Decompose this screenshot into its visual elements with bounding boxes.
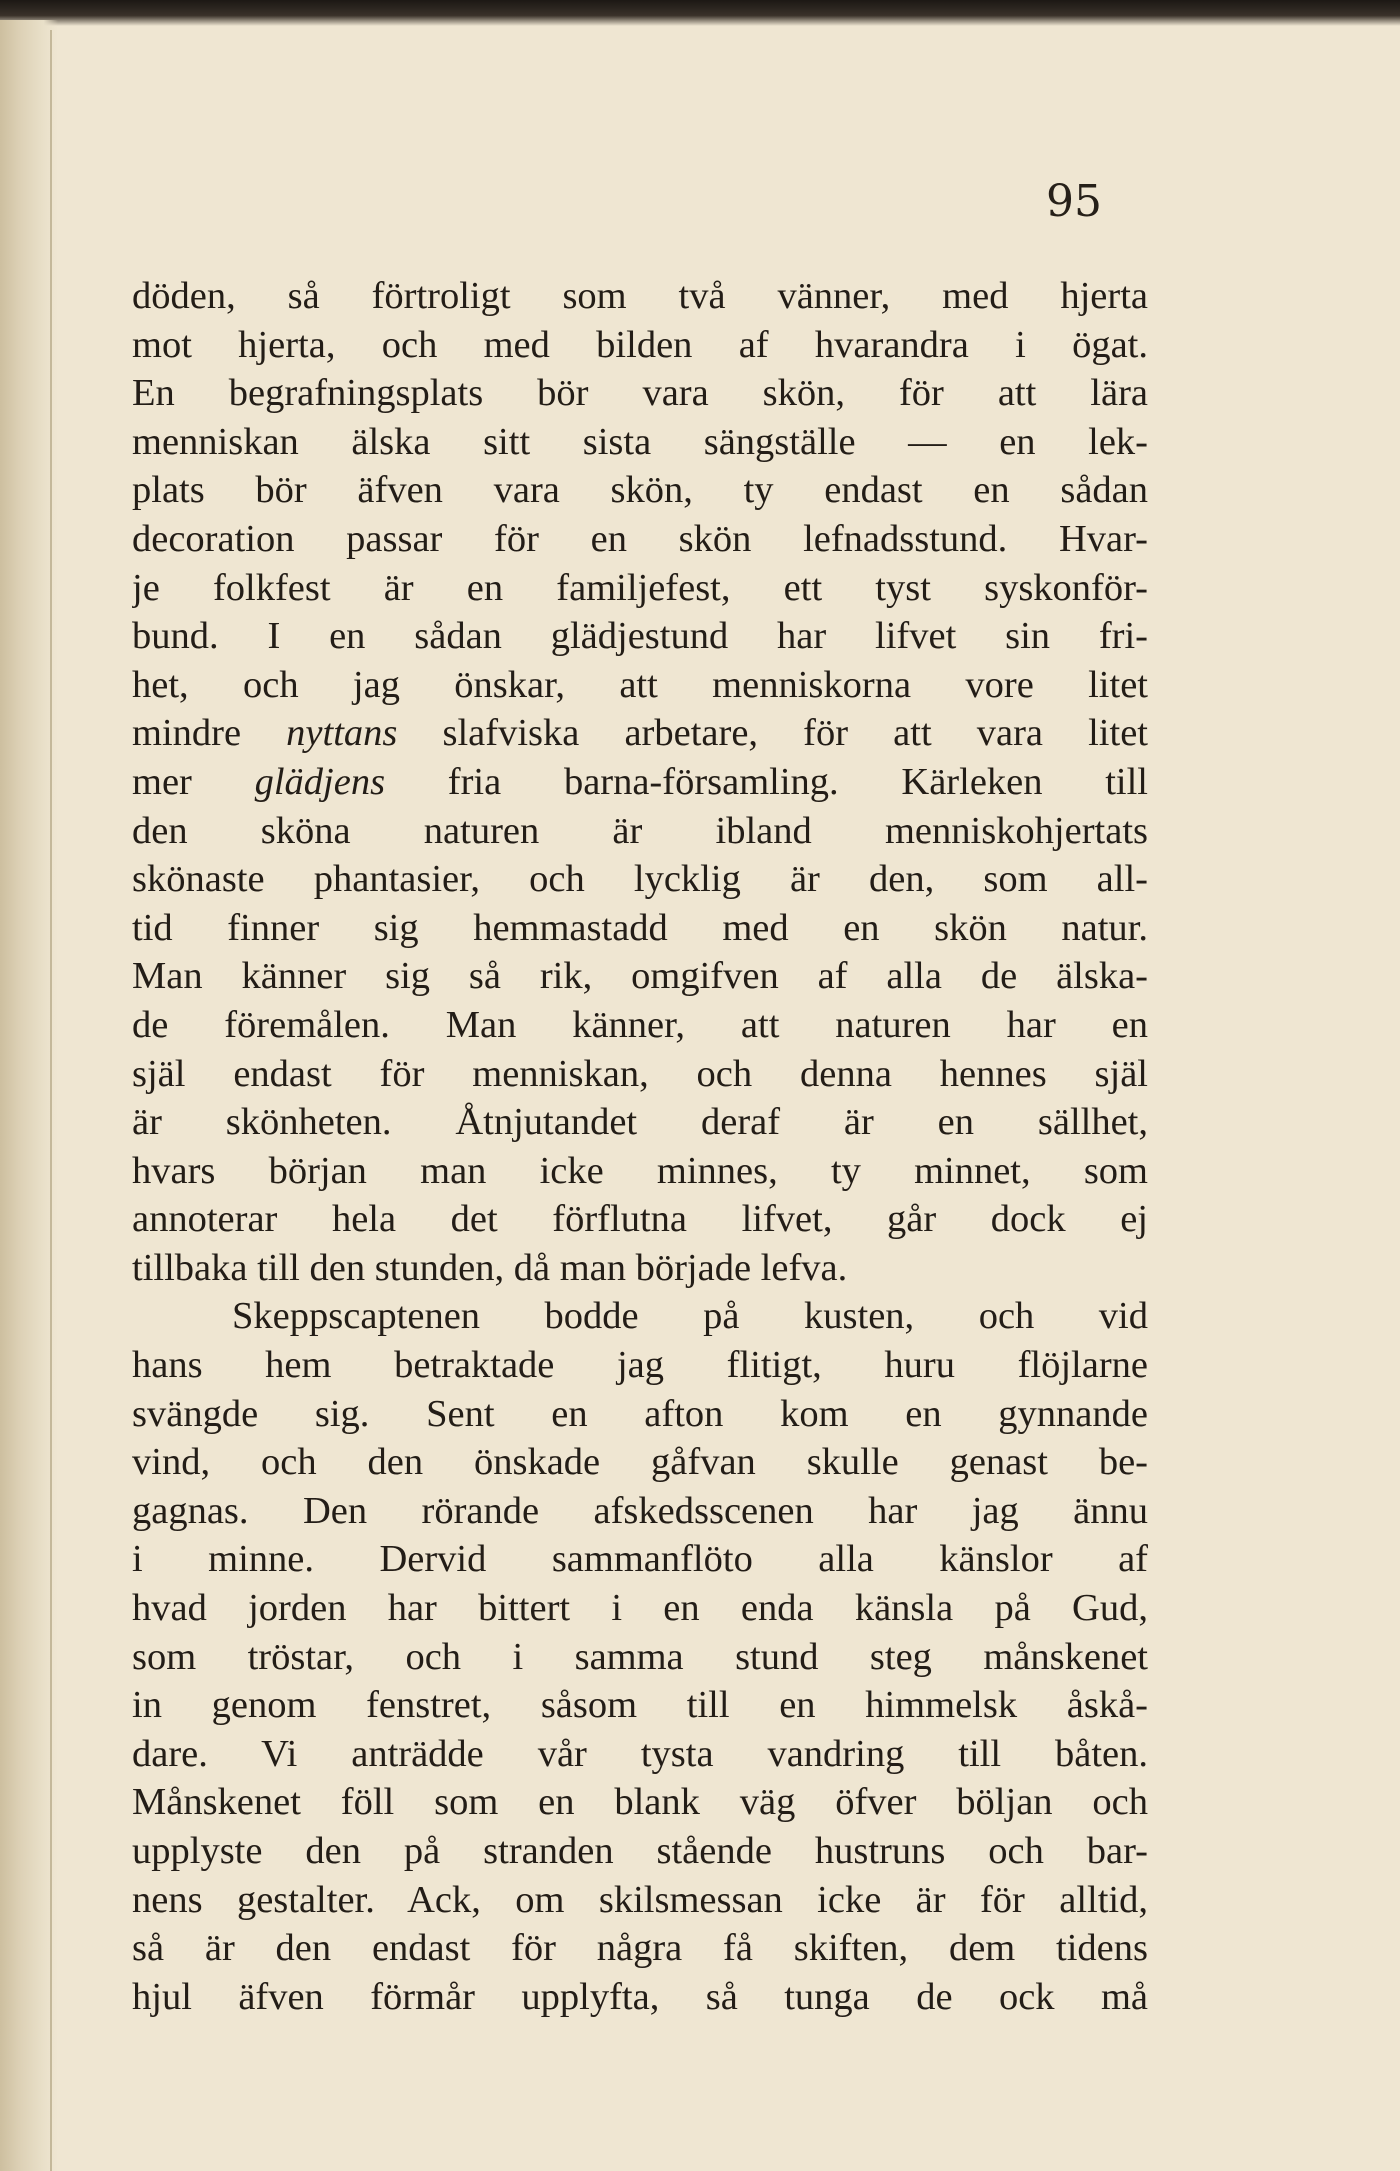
text-line	[132, 758, 1148, 807]
text-line: som tröstar, och i samma stund steg månskenet	[132, 1635, 1148, 1678]
text-line	[132, 709, 1148, 758]
text-line: hjul äfven förmår upplyfta, så tunga de ock må	[132, 1975, 1148, 2018]
text-line: hvad jorden har bittert i en enda känsla på Gud,	[132, 1587, 1148, 1630]
text-line: den sköna naturen är ibland menniskohjertats	[132, 809, 1148, 852]
italic-word: glädjens	[254, 760, 386, 803]
line-text-roman: mindre	[132, 712, 287, 755]
text-line: skönaste phantasier, och lycklig är den, som all-	[132, 858, 1148, 901]
line-text-roman: mer	[132, 760, 255, 803]
book-gutter-line	[50, 30, 52, 2171]
text-line: Skeppscaptenen bodde på kusten, och vid	[232, 1295, 1148, 1338]
text-line: tid finner sig hemmastadd med en skön natur.	[132, 906, 1148, 949]
text-line: tillbaka till den stunden, då man började lefva.	[132, 1246, 848, 1289]
text-line: de föremålen. Man känner, att naturen har en	[132, 1003, 1148, 1046]
text-line: je folkfest är en familjefest, ett tyst syskonför-	[132, 566, 1148, 609]
text-line: i minne. Dervid sammanflöto alla känslor af	[132, 1538, 1148, 1581]
page-number: 95	[1046, 176, 1102, 227]
text-line: decoration passar för en skön lefnadsstund. Hvar-	[132, 517, 1148, 560]
text-line: mot hjerta, och med bilden af hvarandra i ögat.	[132, 323, 1148, 366]
text-line: döden, så förtroligt som två vänner, med hjerta	[132, 275, 1148, 317]
scan-top-edge-shadow	[0, 0, 1400, 26]
text-line: hans hem betraktade jag flitigt, huru flöjlarne	[132, 1344, 1148, 1387]
text-line: dare. Vi anträdde vår tysta vandring till båten.	[132, 1732, 1148, 1775]
text-line: så är den endast för några få skiften, dem tidens	[132, 1927, 1148, 1970]
text-line: är skönheten. Åtnjutandet deraf är en sällhet,	[132, 1101, 1148, 1144]
line-text-roman: fria barna-församling. Kärleken till	[385, 760, 1148, 803]
text-line: själ endast för menniskan, och denna hennes själ	[132, 1052, 1148, 1095]
text-line: En begrafningsplats bör vara skön, för att lära	[132, 372, 1148, 415]
text-line: vind, och den önskade gåfvan skulle genast be-	[132, 1441, 1148, 1484]
text-line: svängde sig. Sent en afton kom en gynnande	[132, 1392, 1148, 1435]
text-line: gagnas. Den rörande afskedsscenen har jag ännu	[132, 1489, 1148, 1532]
text-line: plats bör äfven vara skön, ty endast en sådan	[132, 469, 1148, 512]
line-text-roman: slafviska arbetare, för att vara litet	[397, 712, 1148, 755]
text-line: in genom fenstret, såsom till en himmelsk åskå-	[132, 1684, 1148, 1727]
text-line: Månskenet föll som en blank väg öfver böljan och	[132, 1781, 1148, 1824]
text-line: hvars början man icke minnes, ty minnet, som	[132, 1149, 1148, 1192]
text-line: upplyste den på stranden stående hustruns och bar-	[132, 1830, 1148, 1872]
text-line: annoterar hela det förflutna lifvet, går dock ej	[132, 1198, 1148, 1241]
text-line: menniskan älska sitt sista sängställe — en lek-	[132, 420, 1148, 463]
italic-word: nyttans	[286, 712, 398, 755]
body-text	[132, 272, 1148, 2021]
text-line: Man känner sig så rik, omgifven af alla de älska-	[132, 955, 1148, 998]
text-line: bund. I en sådan glädjestund har lifvet sin fri-	[132, 615, 1148, 658]
text-line: nens gestalter. Ack, om skilsmessan icke är för alltid,	[132, 1878, 1148, 1921]
text-line: het, och jag önskar, att menniskorna vore litet	[132, 663, 1148, 706]
